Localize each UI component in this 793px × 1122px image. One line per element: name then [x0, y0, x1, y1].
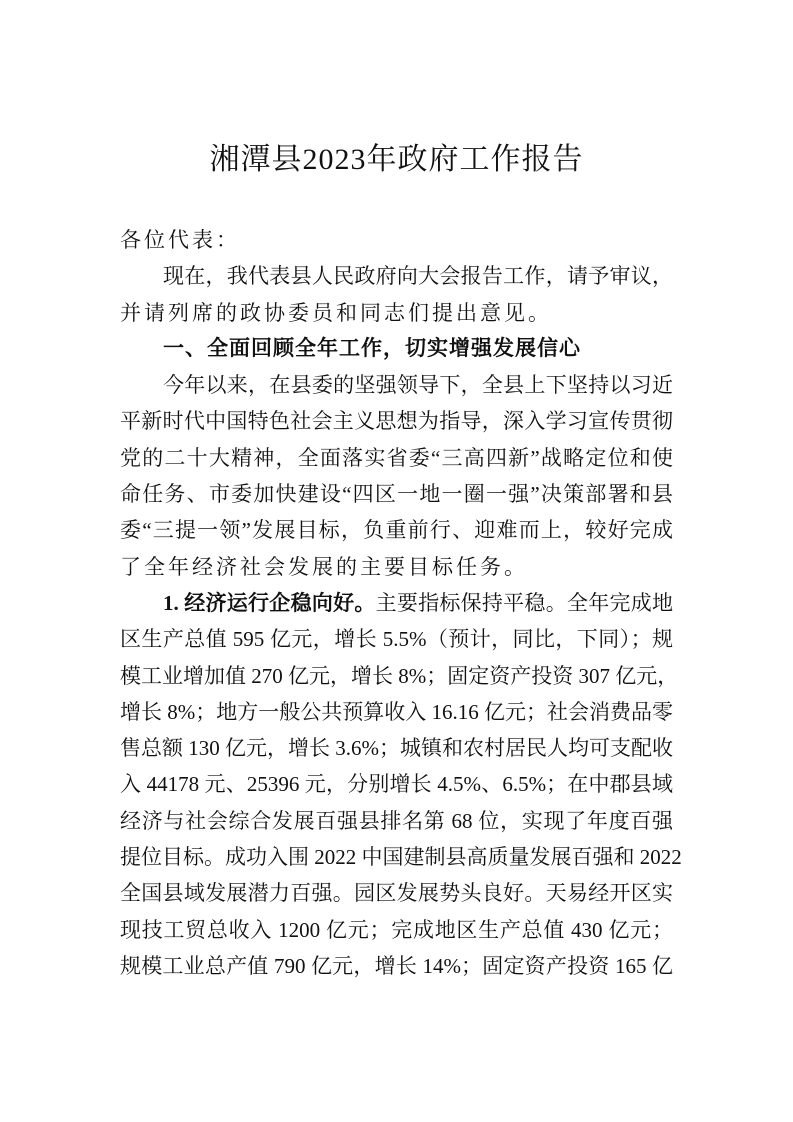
document-body: [120, 222, 682, 984]
text-line: [120, 912, 673, 948]
line-text: 入 44178 元、25396 元，分别增长 4.5%、6.5%；在中郡县域: [120, 772, 673, 797]
text-line: [120, 295, 673, 331]
line-text: 全国县域发展潜力百强。园区发展势头良好。天易经开区实: [120, 881, 673, 906]
line-text: 经济与社会综合发展百强县排名第 68 位，实现了年度百强: [120, 808, 673, 833]
line-text: 现技工贸总收入 1200 亿元；完成地区生产总值 430 亿元；: [120, 917, 673, 942]
line-text: 委“三提一领”发展目标，负重前行、迎难而上，较好完成: [120, 518, 673, 543]
text-line: [120, 367, 673, 403]
line-text: 并请列席的政协委员和同志们提出意见。: [120, 300, 552, 325]
line-text: 模工业增加值 270 亿元，增长 8%；固定资产投资 307 亿元，: [120, 663, 679, 688]
text-line: [120, 839, 682, 875]
section-heading: [120, 331, 673, 367]
text-line: [120, 222, 673, 258]
text-line: [120, 549, 673, 585]
line-text: 了全年经济社会发展的主要目标任务。: [120, 554, 528, 579]
line-text: 区生产总值 595 亿元，增长 5.5%（预计，同比，下同）；规: [120, 627, 673, 652]
line-text: 现在，我代表县人民政府向大会报告工作，请予审议，: [163, 264, 673, 289]
text-line: [120, 875, 673, 911]
line-text: 规模工业总产值 790 亿元，增长 14%；固定资产投资 165 亿: [120, 953, 673, 978]
line-text: 主要指标保持平稳。全年完成地: [375, 590, 673, 615]
line-text: 各位代表：: [120, 228, 240, 252]
text-line: [120, 512, 673, 548]
text-line: [120, 766, 673, 802]
text-line: [120, 730, 673, 766]
text-line: [120, 440, 673, 476]
line-text: 命任务、市委加快建设“四区一地一圈一强”决策部署和县: [120, 482, 673, 507]
line-text: 增长 8%；地方一般公共预算收入 16.16 亿元；社会消费品零: [120, 699, 673, 724]
text-line: [120, 585, 673, 621]
line-text: 提位目标。成功入围 2022 中国建制县高质量发展百强和 2022: [120, 845, 682, 870]
text-line: [120, 803, 673, 839]
text-line: [120, 658, 679, 694]
text-line: [120, 258, 673, 294]
document-title: 湘潭县2023年政府工作报告: [209, 143, 584, 176]
line-text: 党的二十大精神，全面落实省委“三高四新”战略定位和使: [120, 445, 673, 470]
text-line: [120, 948, 673, 984]
line-text: 平新时代中国特色社会主义思想为指导，深入学习宣传贯彻: [120, 409, 673, 434]
text-line: [120, 621, 673, 657]
line-text: 售总额 130 亿元，增长 3.6%；城镇和农村居民人均可支配收: [120, 736, 673, 761]
subsection-lead: 1. 经济运行企稳向好。: [163, 590, 376, 615]
line-text: 今年以来，在县委的坚强领导下，全县上下坚持以习近: [163, 373, 673, 398]
text-line: [120, 403, 673, 439]
text-line: [120, 694, 673, 730]
line-text: 一、全面回顾全年工作，切实增强发展信心: [163, 336, 581, 360]
text-line: [120, 476, 673, 512]
